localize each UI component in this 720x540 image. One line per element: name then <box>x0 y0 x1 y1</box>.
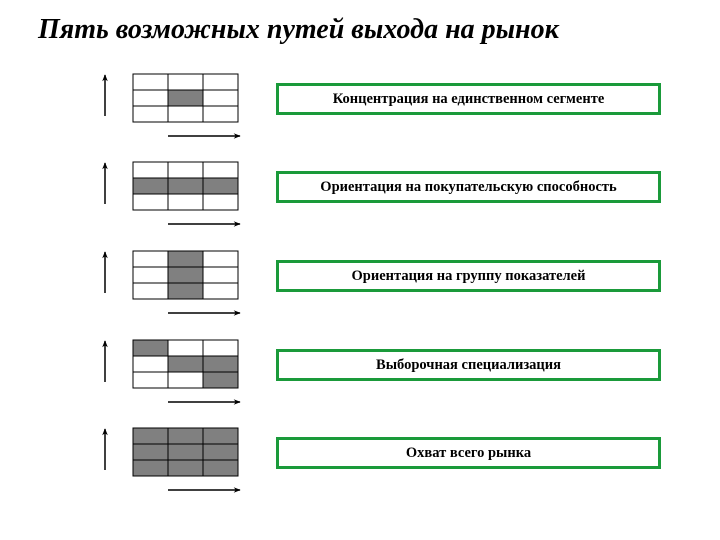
segment-cell-filled <box>168 428 203 444</box>
segment-cell-empty <box>133 356 168 372</box>
segment-cell-filled <box>133 460 168 476</box>
segment-cell-empty <box>203 267 238 283</box>
segment-cell-filled <box>133 178 168 194</box>
segment-cell-empty <box>168 372 203 388</box>
segment-cell-filled <box>133 340 168 356</box>
segment-cell-empty <box>203 162 238 178</box>
segment-cell-empty <box>203 283 238 299</box>
strategy-row-1 <box>105 74 240 136</box>
strategy-label-box <box>276 83 661 115</box>
segment-cell-empty <box>133 106 168 122</box>
segment-cell-filled <box>168 444 203 460</box>
strategy-row-5 <box>105 428 240 490</box>
segment-cell-filled <box>203 428 238 444</box>
strategy-label: Выборочная специализация <box>376 356 561 373</box>
segment-cell-empty <box>203 340 238 356</box>
segment-cell-empty <box>133 194 168 210</box>
segment-cell-filled <box>203 460 238 476</box>
segment-grid <box>133 340 238 388</box>
segment-cell-filled <box>133 428 168 444</box>
strategy-label-box <box>276 260 661 292</box>
segment-cell-filled <box>168 356 203 372</box>
segment-cell-empty <box>168 162 203 178</box>
segment-cell-empty <box>133 74 168 90</box>
strategy-label-box <box>276 437 661 469</box>
strategy-row-4 <box>105 340 240 402</box>
segment-cell-filled <box>203 372 238 388</box>
segment-cell-empty <box>133 90 168 106</box>
strategy-label: Ориентация на покупательскую способность <box>320 178 617 195</box>
segment-cell-empty <box>203 251 238 267</box>
segment-grid <box>133 162 238 210</box>
segment-cell-filled <box>168 251 203 267</box>
segment-cell-empty <box>133 267 168 283</box>
segment-cell-filled <box>168 460 203 476</box>
segment-cell-filled <box>168 283 203 299</box>
segment-cell-filled <box>133 444 168 460</box>
segment-cell-empty <box>203 106 238 122</box>
segment-cell-empty <box>203 194 238 210</box>
strategy-label-box <box>276 171 661 203</box>
segment-cell-filled <box>168 90 203 106</box>
segment-cell-empty <box>203 74 238 90</box>
segment-cell-empty <box>133 372 168 388</box>
segment-cell-empty <box>168 74 203 90</box>
segment-cell-empty <box>168 194 203 210</box>
segment-cell-filled <box>168 178 203 194</box>
segment-cell-filled <box>203 178 238 194</box>
segment-cell-filled <box>203 356 238 372</box>
strategy-label-box <box>276 349 661 381</box>
segment-cell-empty <box>133 283 168 299</box>
segment-cell-filled <box>168 267 203 283</box>
segment-cell-empty <box>168 106 203 122</box>
segment-grid <box>133 428 238 476</box>
strategy-label: Ориентация на группу показателей <box>351 267 586 284</box>
strategy-row-3 <box>105 251 240 313</box>
strategy-row-2 <box>105 162 240 224</box>
segment-cell-empty <box>203 90 238 106</box>
segment-cell-empty <box>133 162 168 178</box>
strategy-label: Концентрация на единственном сегменте <box>332 90 605 107</box>
strategy-label: Охват всего рынка <box>405 444 532 461</box>
segment-cell-filled <box>203 444 238 460</box>
slide-title: Пять возможных путей выхода на рынок <box>38 14 559 45</box>
segment-grid <box>133 74 238 122</box>
segment-grid <box>133 251 238 299</box>
segment-cell-empty <box>133 251 168 267</box>
segment-cell-empty <box>168 340 203 356</box>
